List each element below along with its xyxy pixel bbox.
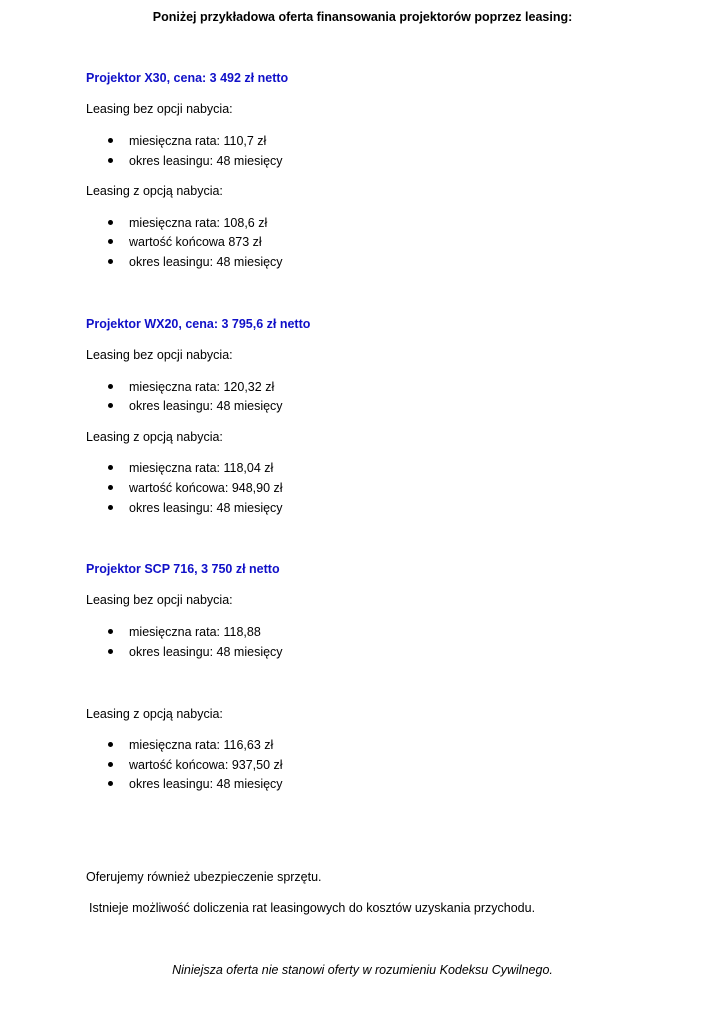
offer-heading-x30: Projektor X30, cena: 3 492 zł netto <box>86 71 289 85</box>
bullet-icon <box>108 742 113 747</box>
bullet-icon <box>108 629 113 634</box>
bullet-icon <box>108 649 113 654</box>
bullet-icon <box>108 259 113 264</box>
list-item: okres leasingu: 48 miesięcy <box>108 255 283 269</box>
list-item: miesięczna rata: 120,32 zł <box>108 380 274 394</box>
page-title: Poniżej przykładowa oferta finansowania projektorów poprzez leasing: <box>152 10 573 24</box>
bullet-icon <box>108 781 113 786</box>
list-item: miesięczna rata: 116,63 zł <box>108 738 273 752</box>
list-item: okres leasingu: 48 miesięcy <box>108 399 283 413</box>
section-label: Leasing bez opcji nabycia: <box>86 102 233 116</box>
bullet-icon <box>108 505 113 510</box>
bullet-icon <box>108 465 113 470</box>
list-item: wartość końcowa: 937,50 zł <box>108 758 283 772</box>
list-item: miesięczna rata: 118,88 <box>108 625 261 639</box>
offer-heading-wx20: Projektor WX20, cena: 3 795,6 zł netto <box>86 317 311 331</box>
disclaimer: Niniejsza oferta nie stanowi oferty w rozumieniu Kodeksu Cywilnego. <box>172 963 553 977</box>
deduction-note: Istnieje możliwość doliczenia rat leasingowych do kosztów uzyskania przychodu. <box>89 901 536 915</box>
bullet-icon <box>108 220 113 225</box>
list-item: okres leasingu: 48 miesięcy <box>108 645 283 659</box>
list-item: wartość końcowa 873 zł <box>108 235 262 249</box>
list-item: miesięczna rata: 108,6 zł <box>108 216 267 230</box>
bullet-icon <box>108 384 113 389</box>
section-label: Leasing z opcją nabycia: <box>86 184 223 198</box>
bullet-icon <box>108 485 113 490</box>
list-item: miesięczna rata: 118,04 zł <box>108 461 273 475</box>
offer-heading-scp716: Projektor SCP 716, 3 750 zł netto <box>86 562 280 576</box>
insurance-note: Oferujemy również ubezpieczenie sprzętu. <box>86 870 322 884</box>
list-item: miesięczna rata: 110,7 zł <box>108 134 266 148</box>
list-item: okres leasingu: 48 miesięcy <box>108 501 283 515</box>
bullet-icon <box>108 158 113 163</box>
bullet-icon <box>108 239 113 244</box>
section-label: Leasing z opcją nabycia: <box>86 430 223 444</box>
section-label: Leasing bez opcji nabycia: <box>86 348 233 362</box>
list-item: okres leasingu: 48 miesięcy <box>108 777 283 791</box>
list-item: okres leasingu: 48 miesięcy <box>108 154 283 168</box>
bullet-icon <box>108 138 113 143</box>
section-label: Leasing z opcją nabycia: <box>86 707 223 721</box>
list-item: wartość końcowa: 948,90 zł <box>108 481 283 495</box>
bullet-icon <box>108 403 113 408</box>
bullet-icon <box>108 762 113 767</box>
section-label: Leasing bez opcji nabycia: <box>86 593 233 607</box>
